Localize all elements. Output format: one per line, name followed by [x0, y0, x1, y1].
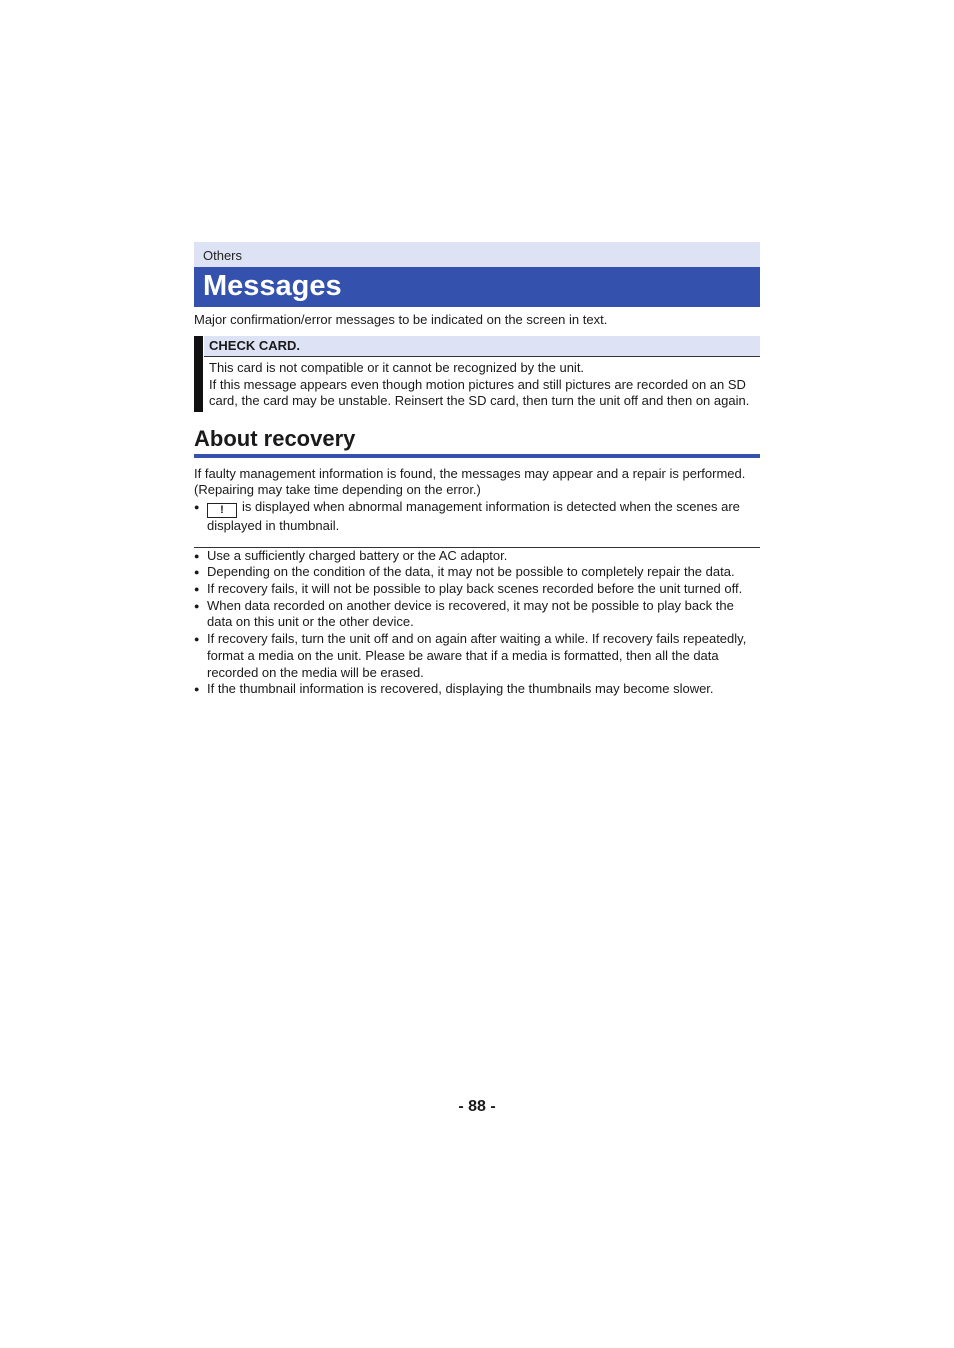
bullet-icon: ●: [194, 634, 200, 645]
message-block: [194, 336, 760, 412]
bullet-icon: ●: [194, 584, 200, 595]
list-item: [194, 631, 760, 681]
page-content: [194, 242, 760, 698]
list-item: [194, 598, 760, 631]
list-item-text: If recovery fails, turn the unit off and on again after waiting a while. If recovery fails repeatedly, format a media on the unit. Please be aware that if a media is formatted, then all the data recorded on the media will be erased.: [207, 631, 747, 680]
bullet-icon: ●: [194, 550, 200, 561]
list-item: [194, 548, 760, 565]
list-item-text: is displayed when abnormal management information is detected when the scenes are displayed in thumbnail.: [207, 498, 740, 533]
bullet-icon: ●: [194, 567, 200, 578]
list-item: [194, 581, 760, 598]
list-item-text: When data recorded on another device is recovered, it may not be possible to play back the data on this unit or the other device.: [207, 597, 734, 630]
section-heading-recovery: About recovery: [194, 426, 760, 458]
bullet-icon: ●: [194, 600, 200, 611]
notes-list: [194, 548, 760, 698]
intro-text: Major confirmation/error messages to be indicated on the screen in text.: [194, 312, 608, 327]
bullet-icon: ●: [194, 501, 200, 512]
message-heading: CHECK CARD.: [204, 336, 760, 357]
message-side-bar: [194, 336, 203, 412]
page-title: Messages: [194, 267, 760, 307]
list-item-text: Depending on the condition of the data, it may not be possible to completely repair the data.: [207, 564, 735, 580]
list-item-text: If recovery fails, it will not be possible to play back scenes recorded before the unit turned off.: [207, 581, 743, 597]
list-item-text: If the thumbnail information is recovered, displaying the thumbnails may become slower.: [207, 681, 714, 697]
page-number: - 88 -: [458, 1098, 496, 1115]
list-item: [194, 499, 760, 535]
message-line: If this message appears even though motion pictures and still pictures are recorded on an SD card, the card may be unstable. Reinsert the SD card, then turn the unit off and then on again.: [209, 376, 750, 408]
recovery-icon-list: [194, 499, 760, 535]
message-body: [204, 357, 760, 412]
message-line: This card is not compatible or it cannot be recognized by the unit.: [209, 360, 585, 375]
list-item: [194, 564, 760, 581]
recovery-paragraph: If faulty management information is found, the messages may appear and a repair is performed. (Repairing may take time depending on the error.): [194, 465, 746, 498]
list-item-text: Use a sufficiently charged battery or the AC adaptor.: [207, 547, 508, 563]
section-label: Others: [194, 242, 760, 267]
bullet-icon: ●: [194, 684, 200, 695]
warning-exclamation-icon: !: [207, 503, 237, 518]
list-item: [194, 681, 760, 698]
